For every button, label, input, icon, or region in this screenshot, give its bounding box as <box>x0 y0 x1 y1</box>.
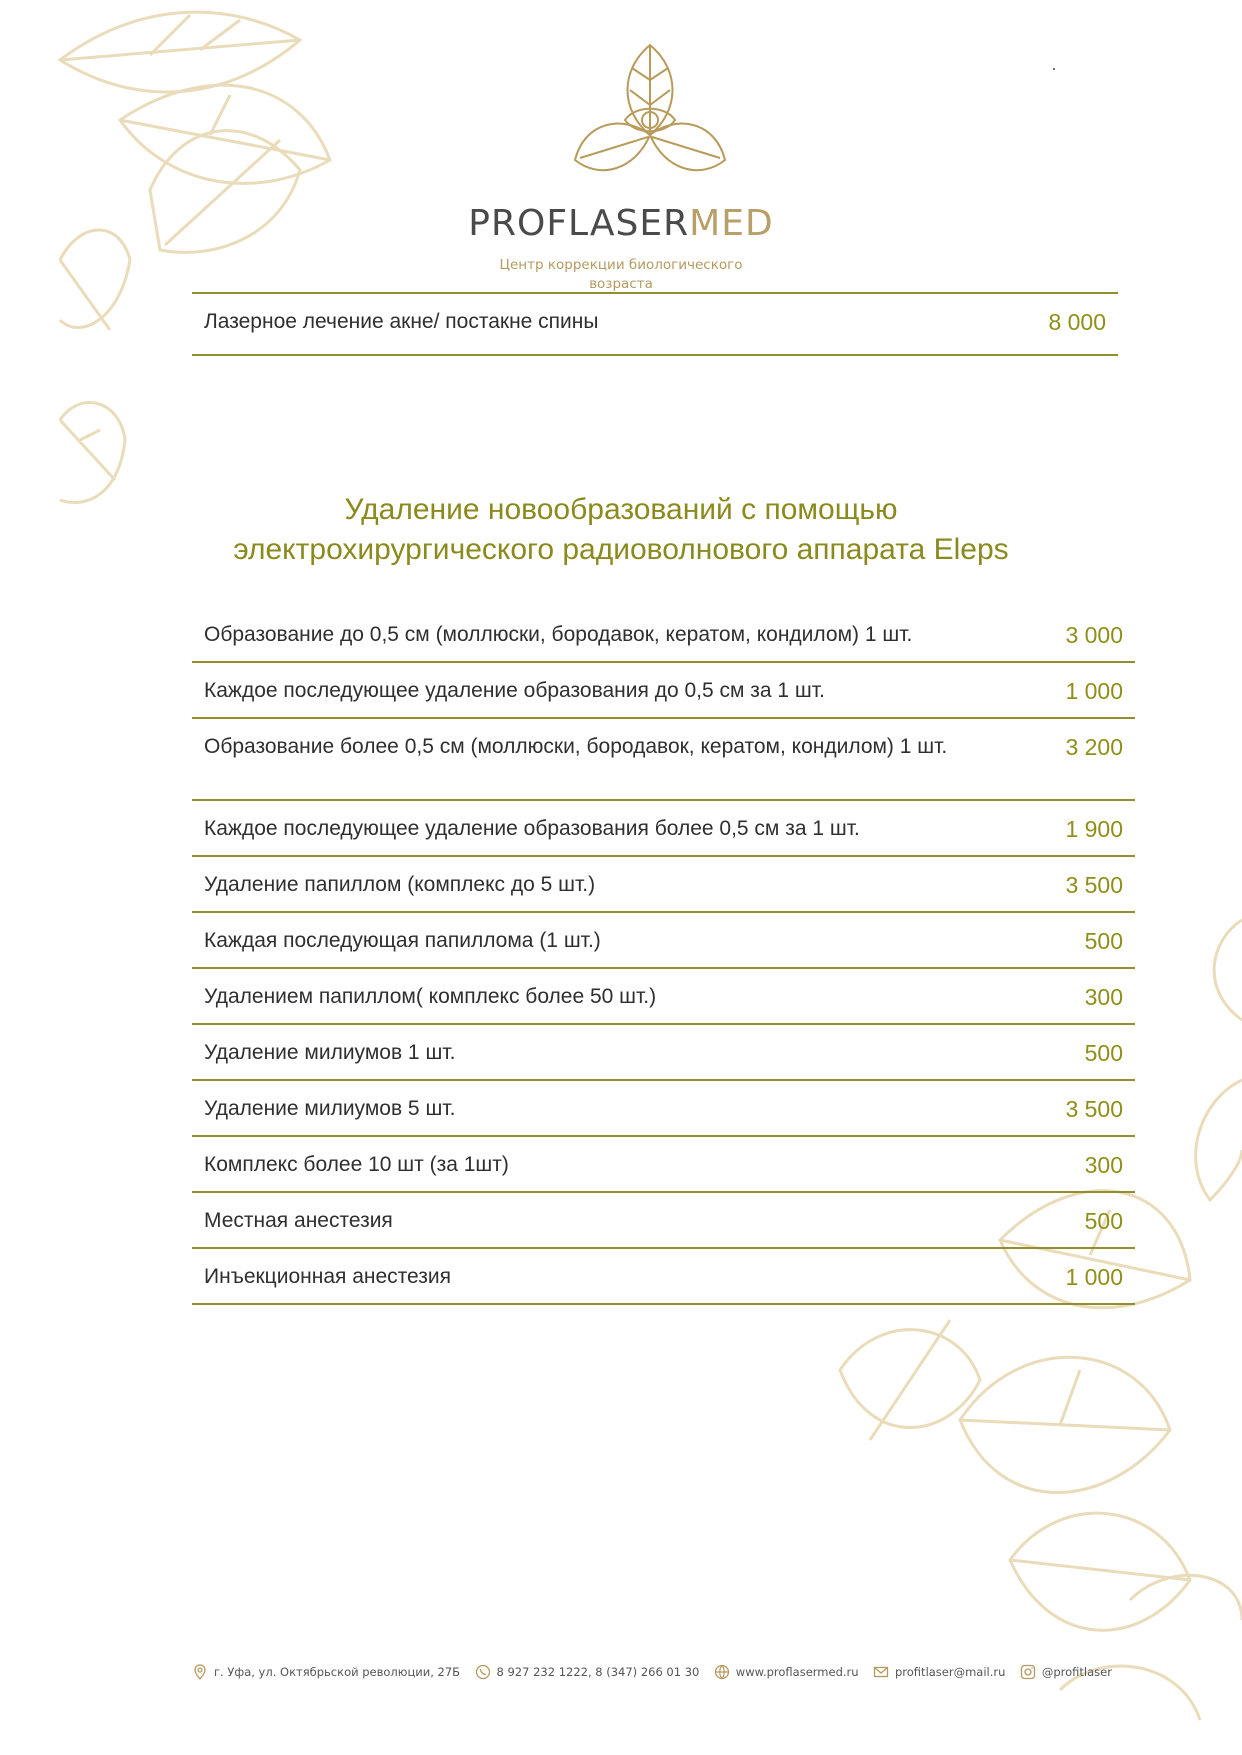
table-row <box>192 719 1135 801</box>
section-title-line-1: Удаление новообразований с помощью <box>344 493 898 526</box>
tagline-line-2: возраста <box>589 276 653 292</box>
service-price: 8 000 <box>1048 309 1106 335</box>
table-row <box>192 607 1135 663</box>
instagram-link[interactable]: @profitlaser <box>1041 1665 1112 1679</box>
brand-name-light: MED <box>689 203 774 244</box>
service-name: Инъекционная анестезия <box>204 1265 451 1288</box>
table-row <box>192 1025 1135 1081</box>
table-row <box>192 969 1135 1025</box>
globe-icon <box>714 1664 730 1680</box>
footer-phones[interactable] <box>475 1664 700 1680</box>
service-price: 3 200 <box>1065 734 1123 760</box>
service-price: 1 000 <box>1065 1264 1123 1290</box>
price-table <box>192 607 1135 1305</box>
table-row <box>192 1137 1135 1193</box>
section-title <box>0 490 1242 570</box>
service-price: 1 900 <box>1065 816 1123 842</box>
service-price: 3 000 <box>1065 622 1123 648</box>
service-price: 500 <box>1084 928 1123 954</box>
mail-icon <box>873 1664 889 1680</box>
table-row <box>192 801 1135 857</box>
location-pin-icon <box>192 1664 208 1680</box>
table-row <box>192 663 1135 719</box>
service-name: Удалением папиллом( комплекс более 50 шт.) <box>204 985 657 1008</box>
service-name: Каждое последующее удаление образования до 0,5 см за 1 шт. <box>204 679 825 702</box>
service-name: Образование более 0,5 см (моллюски, бородавок, кератом, кондилом) 1 шт. <box>204 735 948 758</box>
footer-address <box>192 1664 460 1680</box>
service-name: Образование до 0,5 см (моллюски, бородавок, кератом, кондилом) 1 шт. <box>204 623 913 646</box>
service-name: Лазерное лечение акне/ постакне спины <box>204 310 599 333</box>
service-name: Удаление папиллом (комплекс до 5 шт.) <box>204 873 596 896</box>
service-price: 500 <box>1084 1040 1123 1066</box>
service-name: Удаление милиумов 5 шт. <box>204 1097 456 1120</box>
section-title-line-2: электрохирургического радиоволнового аппарата Eleps <box>233 533 1009 566</box>
service-price: 3 500 <box>1065 872 1123 898</box>
brand-name <box>0 203 1242 244</box>
service-price: 300 <box>1084 984 1123 1010</box>
service-name: Местная анестезия <box>204 1209 393 1232</box>
footer-instagram[interactable] <box>1020 1664 1112 1680</box>
table-row <box>192 857 1135 913</box>
footer-website[interactable] <box>714 1664 859 1680</box>
instagram-icon <box>1020 1664 1036 1680</box>
website-link[interactable]: www.proflasermed.ru <box>735 1665 859 1679</box>
table-row <box>192 1193 1135 1249</box>
service-name: Комплекс более 10 шт (за 1шт) <box>204 1153 509 1176</box>
service-name: Каждая последующая папиллома (1 шт.) <box>204 929 601 952</box>
email-link[interactable]: profitlaser@mail.ru <box>895 1665 1006 1679</box>
footer-contacts <box>192 1660 1112 1684</box>
logo-emblem-icon <box>570 40 730 190</box>
brand-tagline <box>0 256 1242 294</box>
table-row <box>192 1081 1135 1137</box>
service-name: Каждое последующее удаление образования более 0,5 см за 1 шт. <box>204 817 860 840</box>
service-price: 300 <box>1084 1152 1123 1178</box>
service-name: Удаление милиумов 1 шт. <box>204 1041 456 1064</box>
service-price: 500 <box>1084 1208 1123 1234</box>
address-text: г. Уфа, ул. Октябрьской революции, 27Б <box>214 1665 461 1679</box>
brand-name-bold: PROFLASER <box>468 203 690 244</box>
phone-icon <box>475 1664 491 1680</box>
tagline-line-1: Центр коррекции биологического <box>499 257 743 273</box>
table-row <box>192 913 1135 969</box>
footer-email[interactable] <box>873 1664 1005 1680</box>
service-price: 3 500 <box>1065 1096 1123 1122</box>
service-price: 1 000 <box>1065 678 1123 704</box>
top-price-table <box>192 292 1118 356</box>
table-row <box>192 1249 1135 1305</box>
stray-dot <box>1053 68 1055 70</box>
table-row <box>192 292 1118 356</box>
phones-text[interactable]: 8 927 232 1222, 8 (347) 266 01 30 <box>496 1665 700 1679</box>
